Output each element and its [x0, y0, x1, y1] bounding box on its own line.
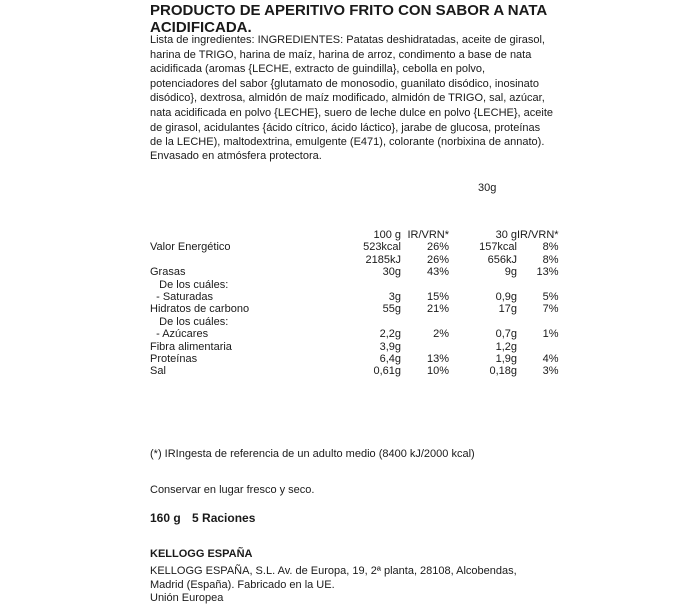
nutrition-cell-v30: 1,9g	[495, 353, 517, 366]
nutrition-cell-ir30	[517, 341, 559, 353]
nutrition-cell-v30: 0,7g	[495, 328, 517, 341]
nutrition-cell-v100: 6,4g	[379, 353, 401, 366]
serving-size-label: 30g	[478, 182, 497, 194]
nutrition-cell-ir30: 7%	[542, 303, 559, 316]
nutrition-cell-ir30: 8%	[542, 253, 559, 266]
header-ir-100g: IR/VRN*	[407, 229, 449, 241]
nutrition-cell-ir100: 26%	[426, 241, 449, 254]
nutrition-cell-ir100: 21%	[426, 303, 449, 316]
nutrition-row	[150, 365, 559, 377]
nutrition-cell-label: Hidratos de carbono	[150, 303, 250, 316]
nutrition-cell-ir100: 26%	[426, 253, 449, 266]
nutrition-cell-ir100: 15%	[426, 291, 449, 304]
nutrition-cell-ir30: 13%	[536, 266, 559, 279]
nutrition-cell-v30: 157kcal	[479, 241, 517, 254]
net-quantity	[150, 511, 263, 525]
servings-count: 5 Raciones	[192, 511, 256, 525]
nutrition-cell-v30: 0,9g	[495, 291, 517, 304]
storage-instructions: Conservar en lugar fresco y seco.	[150, 484, 315, 496]
nutrition-cell-ir30	[517, 316, 559, 328]
nutrition-cell-v100: 523kcal	[363, 241, 401, 254]
nutrition-cell-ir30: 4%	[542, 353, 559, 366]
nutrition-row	[150, 328, 559, 340]
packaging-note: Envasado en atmósfera protectora.	[150, 150, 322, 162]
nutrition-cell-v100	[338, 279, 401, 291]
nutrition-cell-label	[150, 254, 338, 266]
nutrition-cell-v30: 9g	[504, 266, 517, 279]
header-label	[150, 229, 338, 241]
nutrition-cell-v100: 55g	[382, 303, 401, 316]
header-ir-30g: IR/VRN*	[517, 229, 559, 241]
nutrition-cell-v100	[338, 316, 401, 328]
header-per-30g: 30 g	[495, 229, 517, 241]
company-address: KELLOGG ESPAÑA, S.L. Av. de Europa, 19, 2ª planta, 28108, Alcobendas, Madrid (España). Fabricado en la UE.	[150, 565, 517, 591]
nutrition-cell-v100: 2,2g	[379, 328, 401, 341]
product-title: PRODUCTO DE APERITIVO FRITO CON SABOR A NATA ACIDIFICADA.	[150, 2, 547, 36]
nutrition-cell-ir100	[401, 341, 449, 353]
origin-label: Unión Europea	[150, 592, 224, 604]
nutrition-row	[150, 291, 559, 303]
nutrition-row	[150, 254, 559, 266]
reference-footnote: (*) IRIngesta de referencia de un adulto medio (8400 kJ/2000 kcal)	[150, 448, 475, 460]
nutrition-cell-v30	[449, 316, 517, 328]
nutrition-cell-label: - Saturadas	[150, 291, 213, 304]
nutrition-row	[150, 341, 559, 353]
nutrition-row	[150, 266, 559, 278]
nutrition-cell-v100: 0,61g	[373, 365, 401, 378]
nutrition-cell-v30: 656kJ	[487, 253, 517, 266]
nutrition-cell-v100: 2185kJ	[365, 253, 401, 266]
nutrition-cell-v30: 0,18g	[489, 365, 517, 378]
nutrition-cell-label: De los cuáles:	[150, 278, 229, 291]
nutrition-row	[150, 316, 559, 328]
nutrition-row	[150, 303, 559, 315]
nutrition-cell-ir30: 3%	[542, 365, 559, 378]
nutrition-row	[150, 241, 559, 253]
nutrition-cell-v100: 30g	[382, 266, 401, 279]
nutrition-row	[150, 279, 559, 291]
nutrition-cell-ir100	[401, 279, 449, 291]
ingredients-list: Lista de ingredientes: INGREDIENTES: Patatas deshidratadas, aceite de girasol, harina de TRIGO, harina de maíz, harina de arroz, condimento a base de nata acidificada (aromas {LECHE, extracto de guindilla}, cebolla en polvo, potenciadores del sabor {glutamato de monosodio, guanilato disódico, inosinato disódico}, dextrosa, almidón de maíz modificado, almidón de TRIGO, sal, azúcar, nata acidificada en polvo {LECHE}, suero de leche dulce en polvo {LECHE}, aceite de girasol, acidulantes {ácido cítrico, ácido láctico}, jarabe de glucosa, proteínas de la LECHE), maltodextrina, emulgente (E471), colorante (norbixina de annato).	[150, 34, 553, 149]
nutrition-cell-ir30: 5%	[542, 291, 559, 304]
nutrition-cell-ir30	[517, 279, 559, 291]
net-weight: 160 g	[150, 511, 181, 525]
nutrition-cell-label: Proteínas	[150, 353, 198, 366]
header-per-100g: 100 g	[373, 229, 401, 241]
nutrition-body	[150, 241, 559, 377]
nutrition-cell-label: De los cuáles:	[150, 315, 229, 328]
nutrition-cell-v100: 3,9g	[379, 340, 401, 353]
nutrition-cell-label: - Azúcares	[150, 328, 209, 341]
nutrition-cell-ir100: 43%	[426, 266, 449, 279]
nutrition-cell-ir30: 1%	[542, 328, 559, 341]
company-name: KELLOGG ESPAÑA	[150, 548, 253, 560]
nutrition-header-row	[150, 229, 559, 241]
nutrition-cell-ir100: 2%	[433, 328, 449, 341]
nutrition-cell-label: Grasas	[150, 266, 186, 279]
nutrition-cell-label: Sal	[150, 365, 166, 378]
nutrition-cell-v30: 17g	[498, 303, 517, 316]
nutrition-cell-v100: 3g	[388, 291, 401, 304]
nutrition-cell-ir30: 8%	[542, 241, 559, 254]
nutrition-cell-v30: 1,2g	[495, 340, 517, 353]
nutrition-table	[150, 229, 559, 378]
nutrition-cell-ir100: 10%	[426, 365, 449, 378]
nutrition-cell-label: Fibra alimentaria	[150, 340, 232, 353]
nutrition-cell-label: Valor Energético	[150, 241, 231, 254]
nutrition-cell-v30	[449, 279, 517, 291]
nutrition-cell-ir100	[401, 316, 449, 328]
nutrition-row	[150, 353, 559, 365]
nutrition-cell-ir100: 13%	[426, 353, 449, 366]
